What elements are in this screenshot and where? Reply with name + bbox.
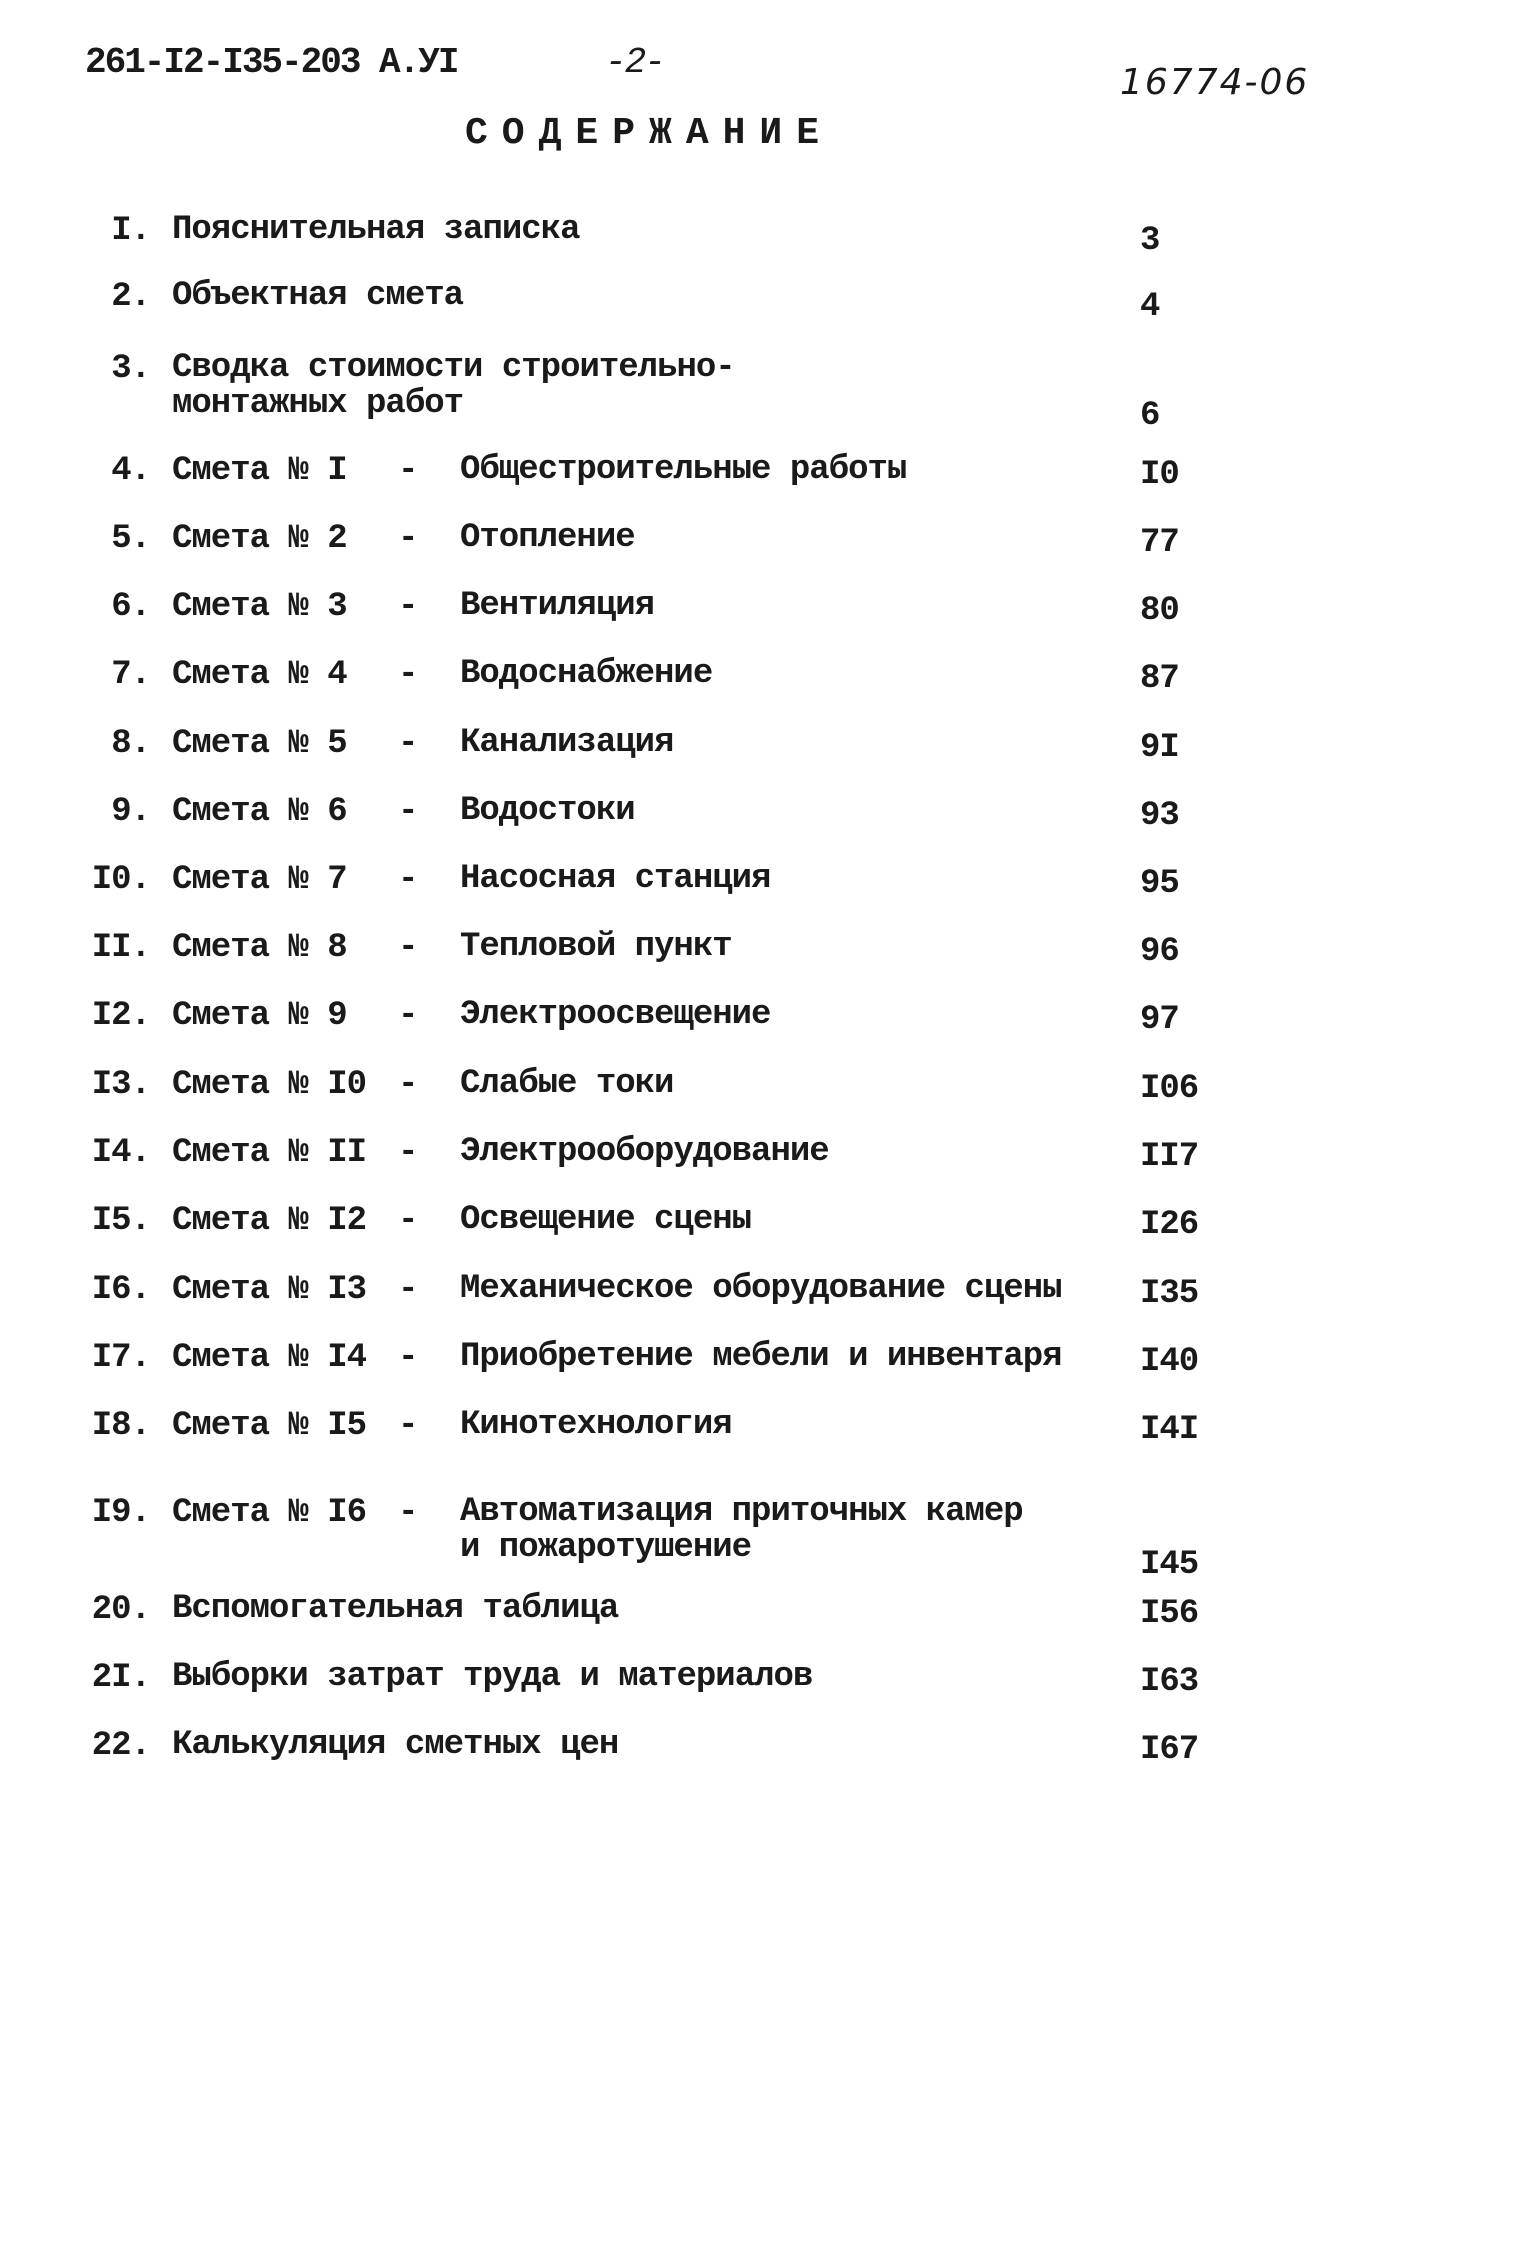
entry-title: Тепловой пункт [460,928,732,966]
page-number: 4 [1140,288,1160,326]
entry-title: Общестроительные работы [460,451,907,489]
entry-title-continued: и пожаротушение [460,1529,752,1567]
entry-title: Объектная смета [172,277,464,315]
page-number: 95 [1140,865,1179,903]
entry-dash: - [398,997,418,1035]
entry-dash: - [398,520,418,558]
page-number: 96 [1140,933,1179,971]
entry-title: Насосная станция [460,860,771,898]
estimate-label: Смета № 8 [172,929,347,967]
entry-number: 5. [111,520,150,558]
entry-title: Вспомогательная таблица [172,1590,619,1628]
entry-title: Сводка стоимости строительно- [172,349,735,387]
estimate-label: Смета № I2 [172,1202,367,1240]
entry-title: Водостоки [460,792,635,830]
entry-number: 20. [91,1591,150,1629]
entry-number: 9. [111,793,150,831]
page-number: I40 [1140,1343,1199,1381]
entry-title: Водоснабжение [460,655,713,693]
page-mark: -2- [605,42,664,83]
page-number: 97 [1140,1001,1179,1039]
estimate-label: Смета № I0 [172,1066,367,1104]
estimate-label: Смета № 4 [172,656,347,694]
entry-number: 3. [111,350,150,388]
entry-dash: - [398,1339,418,1377]
entry-number: I6. [91,1271,150,1309]
entry-number: I7. [91,1339,150,1377]
estimate-label: Смета № 6 [172,793,347,831]
page-number: 87 [1140,660,1179,698]
estimate-label: Смета № I5 [172,1407,367,1445]
estimate-label: Смета № 5 [172,725,347,763]
entry-number: I3. [91,1066,150,1104]
document-code: 261-I2-I35-203 A.УI [85,42,458,83]
page-number: I0 [1140,456,1179,494]
entry-title: Механическое оборудование сцены [460,1270,1062,1308]
entry-title-continued: монтажных работ [172,385,464,423]
estimate-label: Смета № I3 [172,1271,367,1309]
estimate-label: Смета № I [172,452,347,490]
entry-number: I4. [91,1134,150,1172]
entry-dash: - [398,588,418,626]
inventory-number: 16774-06 [1120,62,1310,103]
entry-title: Освещение сцены [460,1201,752,1239]
entry-title: Слабые токи [460,1065,674,1103]
entry-title: Электрооборудование [460,1133,829,1171]
entry-title: Автоматизация приточных камер [460,1493,1023,1531]
entry-title: Калькуляция сметных цен [172,1726,619,1764]
estimate-label: Смета № I6 [172,1494,367,1532]
entry-dash: - [398,656,418,694]
entry-title: Отопление [460,519,635,557]
entry-dash: - [398,1407,418,1445]
entry-title: Канализация [460,724,674,762]
estimate-label: Смета № 3 [172,588,347,626]
entry-title: Вентиляция [460,587,655,625]
page-number: I63 [1140,1663,1199,1701]
page-number: 93 [1140,797,1179,835]
entry-number: I5. [91,1202,150,1240]
page-title: СОДЕРЖАНИЕ [465,112,834,155]
page-number: 9I [1140,729,1179,767]
page-number: 3 [1140,222,1160,260]
page-number: 80 [1140,592,1179,630]
page-number: I06 [1140,1070,1199,1108]
entry-number: 7. [111,656,150,694]
page-number: I45 [1140,1546,1199,1584]
entry-number: 4. [111,452,150,490]
page-number: I35 [1140,1275,1199,1313]
page-number: 77 [1140,524,1179,562]
estimate-label: Смета № II [172,1134,367,1172]
entry-dash: - [398,725,418,763]
entry-dash: - [398,452,418,490]
entry-number: 22. [91,1727,150,1765]
entry-title: Выборки затрат труда и материалов [172,1658,813,1696]
entry-number: 2I. [91,1659,150,1697]
entry-number: I8. [91,1407,150,1445]
page-number: 6 [1140,397,1160,435]
entry-dash: - [398,1494,418,1532]
estimate-label: Смета № 9 [172,997,347,1035]
entry-number: 8. [111,725,150,763]
entry-dash: - [398,1066,418,1104]
entry-number: I2. [91,997,150,1035]
page-number: I26 [1140,1206,1199,1244]
entry-dash: - [398,1202,418,1240]
entry-title: Пояснительная записка [172,211,580,249]
page-number: I4I [1140,1411,1199,1449]
entry-number: I0. [91,861,150,899]
page-number: I56 [1140,1595,1199,1633]
entry-dash: - [398,861,418,899]
estimate-label: Смета № I4 [172,1339,367,1377]
entry-title: Кинотехнология [460,1406,732,1444]
entry-number: 6. [111,588,150,626]
entry-dash: - [398,1271,418,1309]
entry-title: Приобретение мебели и инвентаря [460,1338,1062,1376]
entry-dash: - [398,1134,418,1172]
estimate-label: Смета № 7 [172,861,347,899]
entry-number: 2. [111,278,150,316]
entry-number: I. [111,212,150,250]
entry-title: Электроосвещение [460,996,771,1034]
page-number: I67 [1140,1731,1199,1769]
page-number: II7 [1140,1138,1199,1176]
entry-number: II. [91,929,150,967]
entry-dash: - [398,793,418,831]
estimate-label: Смета № 2 [172,520,347,558]
entry-dash: - [398,929,418,967]
entry-number: I9. [91,1494,150,1532]
